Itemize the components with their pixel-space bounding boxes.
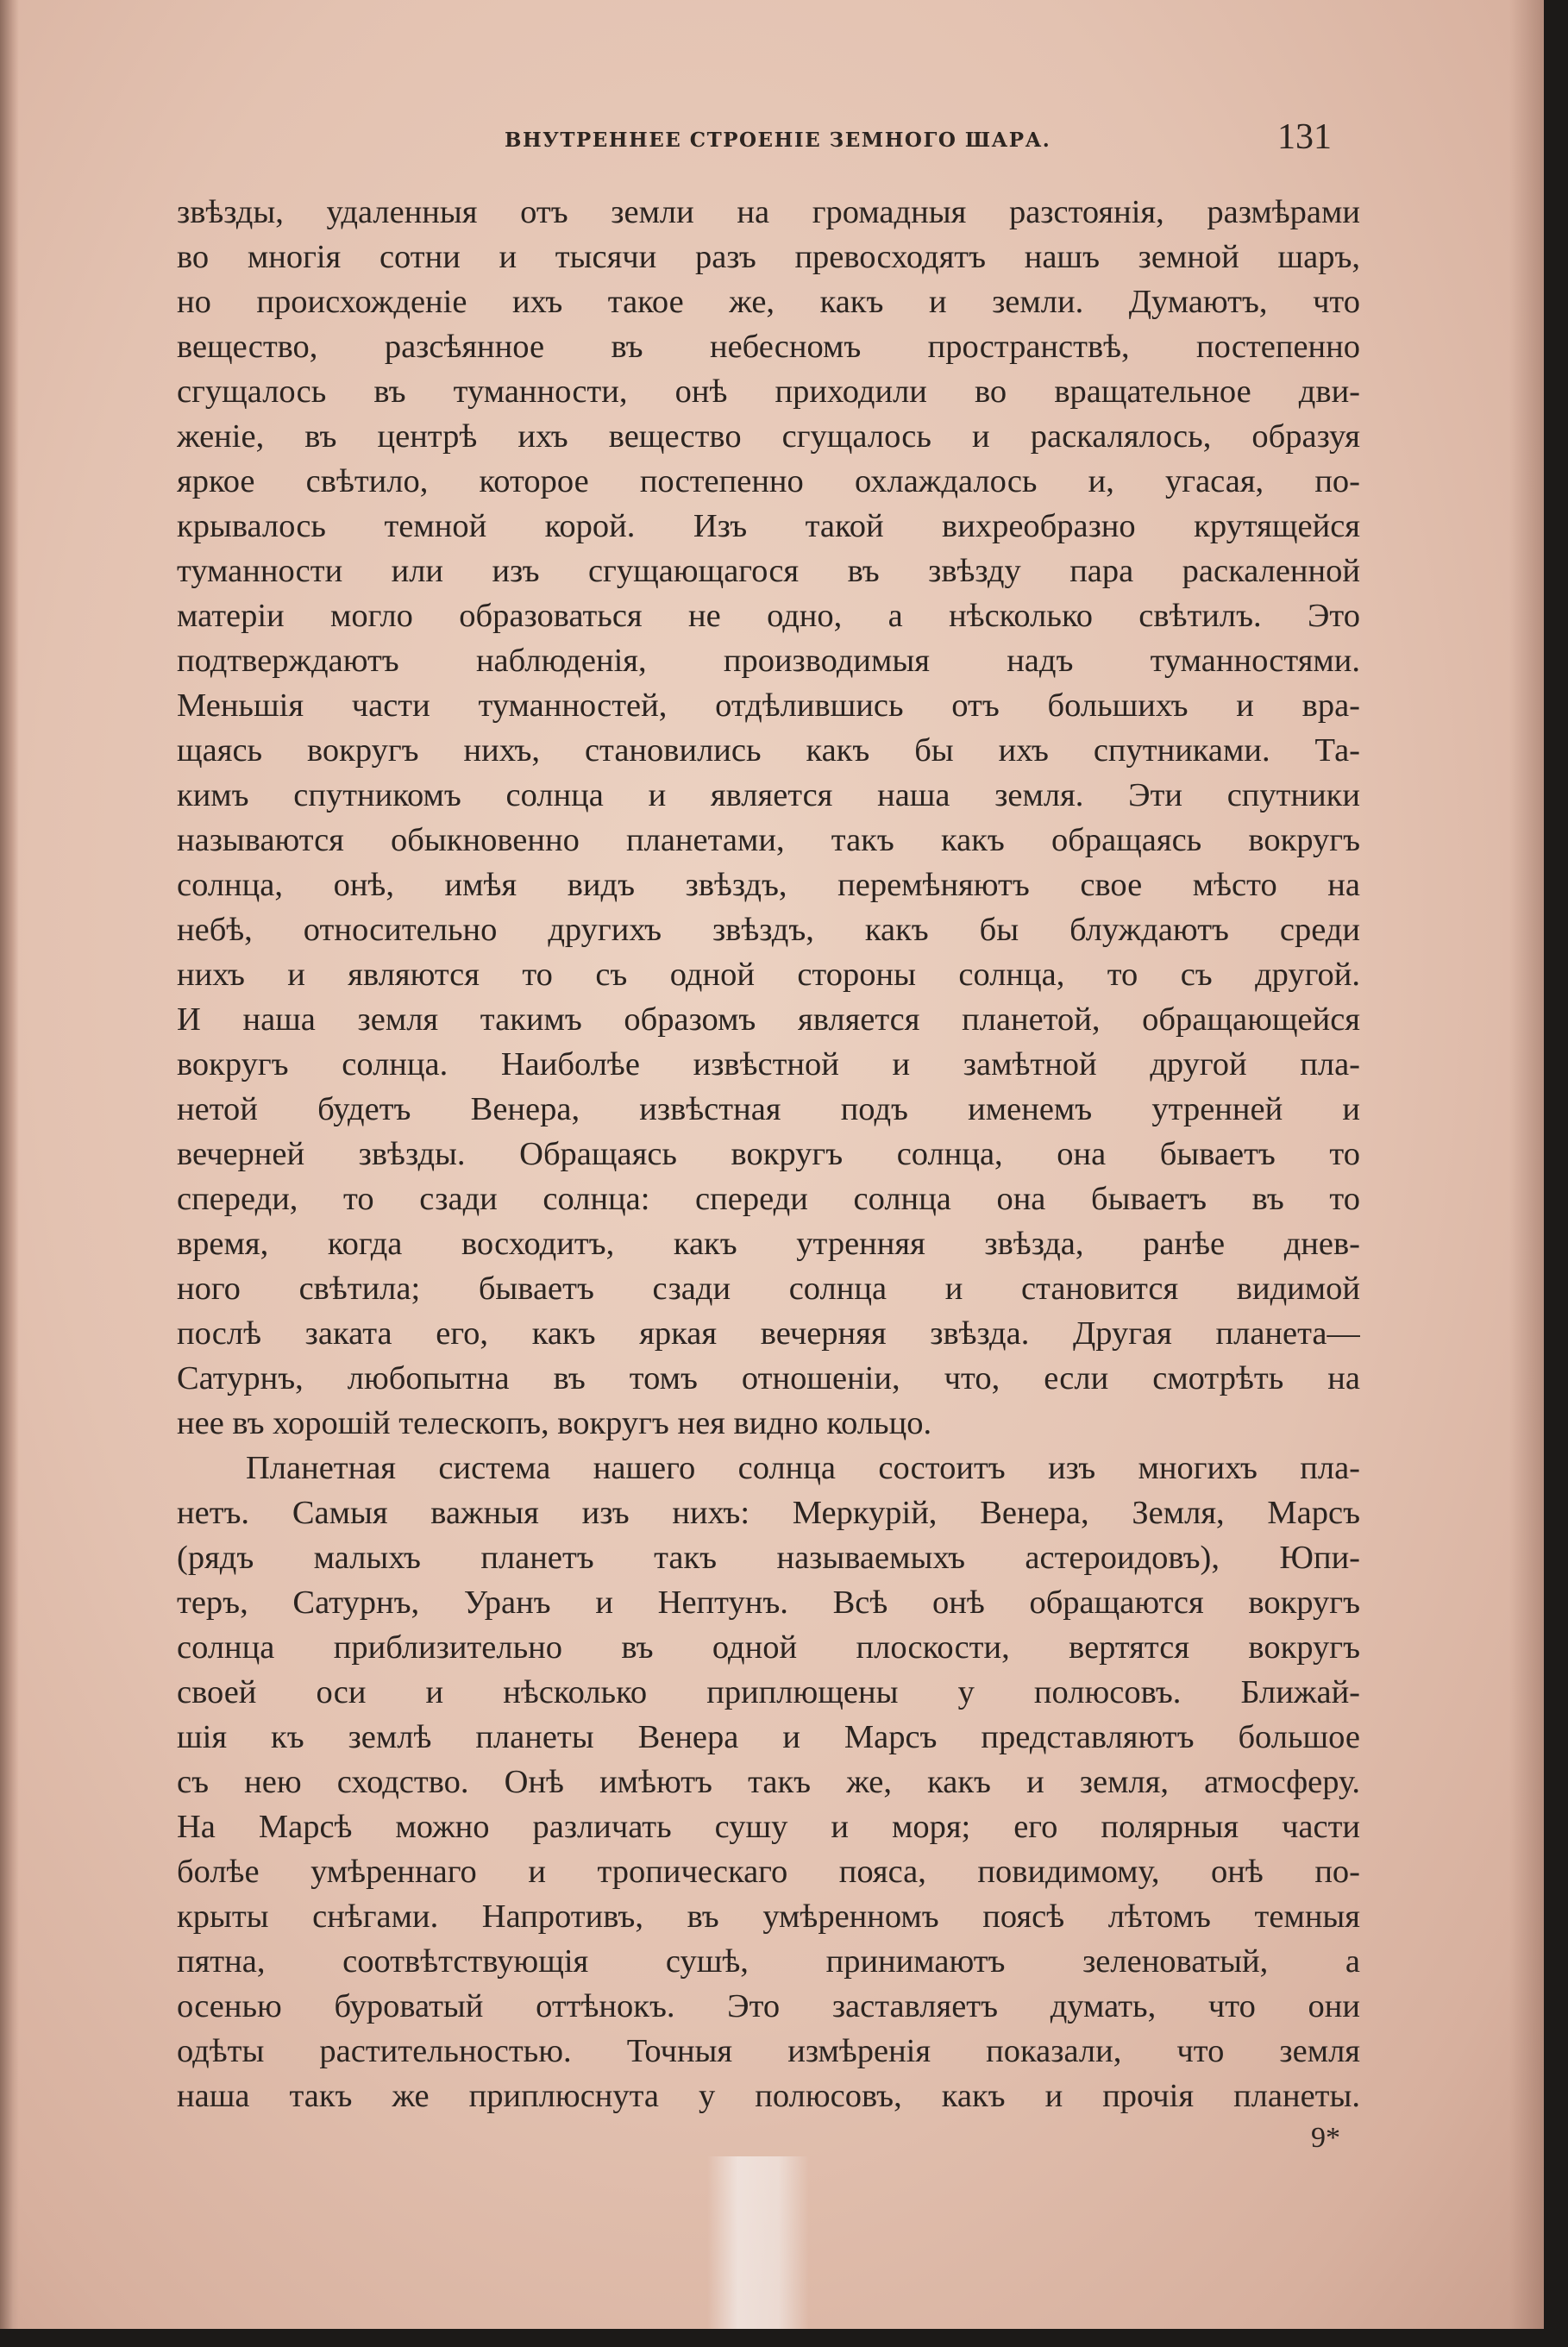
text-line: спереди, то сзади солнца: спереди солнца она бываетъ въ то — [177, 1181, 1360, 1217]
text-line: На Марсѣ можно различать сушу и моря; его полярныя части — [177, 1809, 1360, 1845]
text-line: вечерней звѣзды. Обращаясь вокругъ солнца, она бываетъ то — [177, 1136, 1360, 1172]
text-line: матеріи могло образоваться не одно, а нѣсколько свѣтилъ. Это — [177, 598, 1360, 634]
text-line: крывалось темной корой. Изъ такой вихреобразно крутящейся — [177, 508, 1360, 544]
text-line: своей оси и нѣсколько приплющены у полюсовъ. Ближай- — [177, 1674, 1360, 1710]
text-line: Сатурнъ, любопытна въ томъ отношеніи, что, если смотрѣть на — [177, 1360, 1360, 1396]
text-line: нетъ. Самыя важныя изъ нихъ: Меркурій, Венера, Земля, Марсъ — [177, 1495, 1360, 1531]
text-line: теръ, Сатурнъ, Уранъ и Нептунъ. Всѣ онѣ обращаются вокругъ — [177, 1585, 1360, 1621]
page-edge-shadow — [1509, 0, 1544, 2329]
text-line: называются обыкновенно планетами, такъ какъ обращаясь вокругъ — [177, 822, 1360, 858]
text-line: пятна, соотвѣтствующія сушѣ, принимаютъ зеленоватый, а — [177, 1943, 1360, 1980]
text-line: небѣ, относительно другихъ звѣздъ, какъ бы блуждаютъ среди — [177, 912, 1360, 948]
text-line: осенью буроватый оттѣнокъ. Это заставляетъ думать, что они — [177, 1988, 1360, 2024]
text-line: время, когда восходитъ, какъ утренняя звѣзда, ранѣе днев- — [177, 1226, 1360, 1262]
text-line: яркое свѣтило, которое постепенно охлаждалось и, угасая, по- — [177, 463, 1360, 499]
text-line: подтверждаютъ наблюденія, производимыя надъ туманностями. — [177, 643, 1360, 679]
text-line: шія къ землѣ планеты Венера и Марсъ представляютъ большое — [177, 1719, 1360, 1755]
text-line: крыты снѣгами. Напротивъ, въ умѣренномъ поясѣ лѣтомъ темныя — [177, 1898, 1360, 1935]
text-line: кимъ спутникомъ солнца и является наша земля. Эти спутники — [177, 777, 1360, 813]
text-line: (рядъ малыхъ планетъ такъ называемыхъ астероидовъ), Юпи- — [177, 1540, 1360, 1576]
body-text — [177, 190, 1360, 2118]
text-line: вокругъ солнца. Наиболѣе извѣстной и замѣтной другой пла- — [177, 1046, 1360, 1083]
page-number: 131 — [1277, 117, 1332, 157]
text-line: солнца, онѣ, имѣя видъ звѣздъ, перемѣняютъ свое мѣсто на — [177, 867, 1360, 903]
text-line: наша такъ же приплюснута у полюсовъ, какъ и прочія планеты. — [177, 2078, 1360, 2114]
text-line: звѣзды, удаленныя отъ земли на громадныя разстоянія, размѣрами — [177, 194, 1360, 230]
text-line: но происхожденіе ихъ такое же, какъ и земли. Думаютъ, что — [177, 284, 1360, 320]
text-line: И наша земля такимъ образомъ является планетой, обращающейся — [177, 1001, 1360, 1038]
text-line: сгущалось въ туманности, онѣ приходили во вращательное дви- — [177, 373, 1360, 410]
text-line: съ нею сходство. Онѣ имѣютъ такъ же, какъ и земля, атмосферу. — [177, 1764, 1360, 1800]
text-line: одѣты растительностью. Точныя измѣренія показали, что земля — [177, 2033, 1360, 2069]
text-line: во многія сотни и тысячи разъ превосходятъ нашъ земной шаръ, — [177, 239, 1360, 275]
text-line-paragraph-end: нее въ хорошій телескопъ, вокругъ нея видно кольцо. — [177, 1405, 932, 1441]
text-line: женіе, въ центрѣ ихъ вещество сгущалось и раскалялось, образуя — [177, 418, 1360, 455]
text-line: солнца приблизительно въ одной плоскости, вертятся вокругъ — [177, 1629, 1360, 1666]
text-line: туманности или изъ сгущающагося въ звѣзду пара раскаленной — [177, 553, 1360, 589]
signature-mark: 9* — [1311, 2122, 1340, 2154]
text-line: ного свѣтила; бываетъ сзади солнца и становится видимой — [177, 1271, 1360, 1307]
text-line: нихъ и являются то съ одной стороны солнца, то съ другой. — [177, 957, 1360, 993]
text-line-paragraph-start: Планетная система нашего солнца состоитъ изъ многихъ пла- — [246, 1450, 1360, 1486]
text-line: болѣе умѣреннаго и тропическаго пояса, повидимому, онѣ по- — [177, 1854, 1360, 1890]
text-line: нетой будетъ Венера, извѣстная подъ именемъ утренней и — [177, 1091, 1360, 1127]
tape-residue — [707, 2156, 809, 2329]
page-spine-shadow — [0, 0, 19, 2329]
text-line: Меньшія части туманностей, отдѣлившись отъ большихъ и вра- — [177, 687, 1360, 724]
running-title: ВНУТРЕННЕЕ СТРОЕНІЕ ЗЕМНОГО ШАРА. — [505, 129, 1051, 152]
text-line: вещество, разсѣянное въ небесномъ пространствѣ, постепенно — [177, 329, 1360, 365]
page-header — [177, 116, 1340, 168]
text-line: щаясь вокругъ нихъ, становились какъ бы ихъ спутниками. Та- — [177, 732, 1360, 769]
text-line: послѣ заката его, какъ яркая вечерняя звѣзда. Другая планета— — [177, 1315, 1360, 1352]
